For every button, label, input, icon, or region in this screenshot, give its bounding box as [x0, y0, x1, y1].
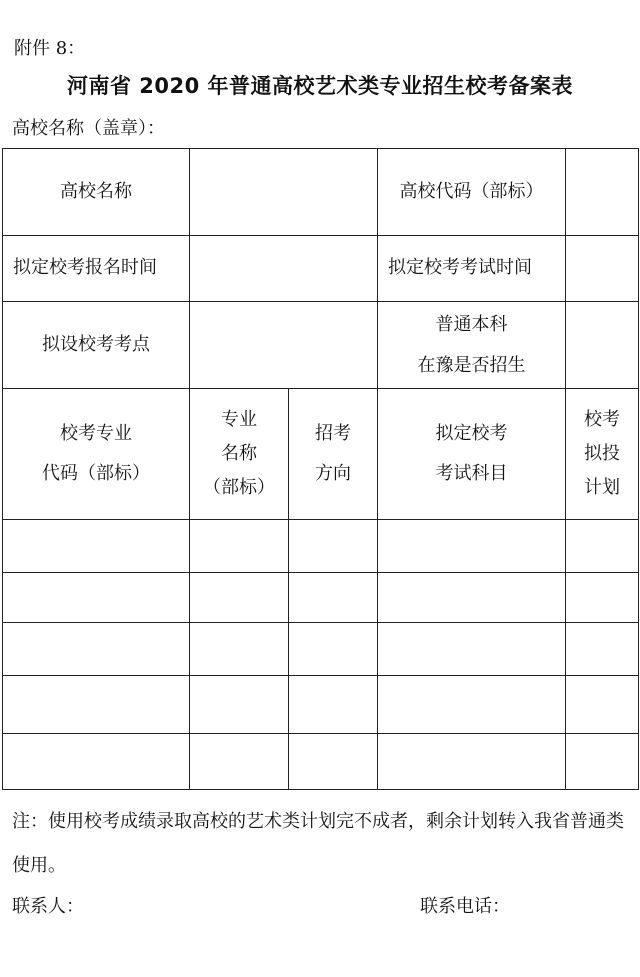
table-row: [3, 734, 639, 790]
major-name-line-1: 专业: [221, 408, 257, 430]
direction-cell[interactable]: [289, 520, 378, 573]
contact-phone-label: 联系电话：: [420, 896, 510, 917]
school-name-seal-label: 高校名称（盖章）：: [12, 118, 165, 139]
contact-person-label: 联系人：: [12, 896, 84, 917]
direction-line-2: 方向: [315, 463, 351, 484]
undergrad-enrollment-value-cell[interactable]: [566, 302, 639, 389]
table-row: [3, 623, 639, 676]
major-name-line-3: （部标）: [203, 477, 275, 499]
school-code-header: 高校代码（部标）: [378, 149, 566, 236]
signup-time-header: 拟定校考报名时间: [3, 236, 190, 302]
major-name-cell[interactable]: [190, 623, 289, 676]
exam-time-value-cell[interactable]: [566, 236, 639, 302]
exam-subjects-cell[interactable]: [378, 573, 566, 623]
column-header-row: [3, 389, 639, 520]
document-title: 河南省 2020 年普通高校艺术类专业招生校考备案表: [66, 74, 574, 98]
exam-subjects-cell[interactable]: [378, 520, 566, 573]
major-name-header: [190, 389, 289, 520]
attachment-label: 附件 8：: [14, 38, 86, 59]
major-name-cell[interactable]: [190, 676, 289, 734]
table-row: [3, 573, 639, 623]
school-name-header: 高校名称: [3, 149, 190, 236]
exam-site-value-cell[interactable]: [190, 302, 378, 389]
major-code-line-1: 校考专业: [60, 423, 132, 445]
table-row: [3, 520, 639, 573]
direction-cell[interactable]: [289, 734, 378, 790]
direction-line-1: 招考: [315, 423, 351, 445]
exam-subjects-line-2: 考试科目: [435, 463, 508, 484]
exam-site-row: [3, 302, 639, 389]
major-code-line-2: 代码（部标）: [42, 463, 150, 484]
exam-subjects-cell[interactable]: [378, 676, 566, 734]
major-code-header: [3, 389, 190, 520]
direction-header: [289, 389, 378, 520]
major-name-cell[interactable]: [190, 734, 289, 790]
planned-quota-cell[interactable]: [566, 573, 639, 623]
exam-subjects-line-1: 拟定校考: [435, 423, 508, 445]
major-name-cell[interactable]: [190, 520, 289, 573]
exam-subjects-cell[interactable]: [378, 623, 566, 676]
signup-time-value-cell[interactable]: [190, 236, 378, 302]
major-name-line-2: 名称: [221, 442, 257, 464]
undergrad-line-2: 在豫是否招生: [417, 355, 526, 376]
planned-quota-header: [566, 389, 639, 520]
registration-form-table: [2, 148, 639, 790]
planned-quota-cell[interactable]: [566, 676, 639, 734]
major-code-cell[interactable]: [3, 734, 190, 790]
major-code-cell[interactable]: [3, 573, 190, 623]
school-info-row: [3, 149, 639, 236]
footnote: 注：使用校考成绩录取高校的艺术类计划完不成者，剩余计划转入我省普通类使用。: [12, 811, 624, 876]
planned-quota-cell[interactable]: [566, 623, 639, 676]
school-name-value-cell[interactable]: [190, 149, 378, 236]
direction-cell[interactable]: [289, 676, 378, 734]
major-code-cell[interactable]: [3, 676, 190, 734]
exam-subjects-cell[interactable]: [378, 734, 566, 790]
undergrad-line-1: 普通本科: [435, 313, 508, 335]
exam-site-header: 拟设校考考点: [3, 302, 190, 389]
planned-quota-line-2: 拟投: [584, 442, 620, 464]
direction-cell[interactable]: [289, 573, 378, 623]
planned-quota-line-3: 计划: [584, 477, 620, 499]
table-row: [3, 676, 639, 734]
major-name-cell[interactable]: [190, 573, 289, 623]
school-code-value-cell[interactable]: [566, 149, 639, 236]
exam-time-header: 拟定校考考试时间: [378, 236, 566, 302]
undergrad-enrollment-header: [378, 302, 566, 389]
exam-subjects-header: [378, 389, 566, 520]
major-code-cell[interactable]: [3, 520, 190, 573]
time-row: [3, 236, 639, 302]
planned-quota-cell[interactable]: [566, 520, 639, 573]
planned-quota-line-1: 校考: [584, 408, 620, 430]
planned-quota-cell[interactable]: [566, 734, 639, 790]
direction-cell[interactable]: [289, 623, 378, 676]
major-code-cell[interactable]: [3, 623, 190, 676]
